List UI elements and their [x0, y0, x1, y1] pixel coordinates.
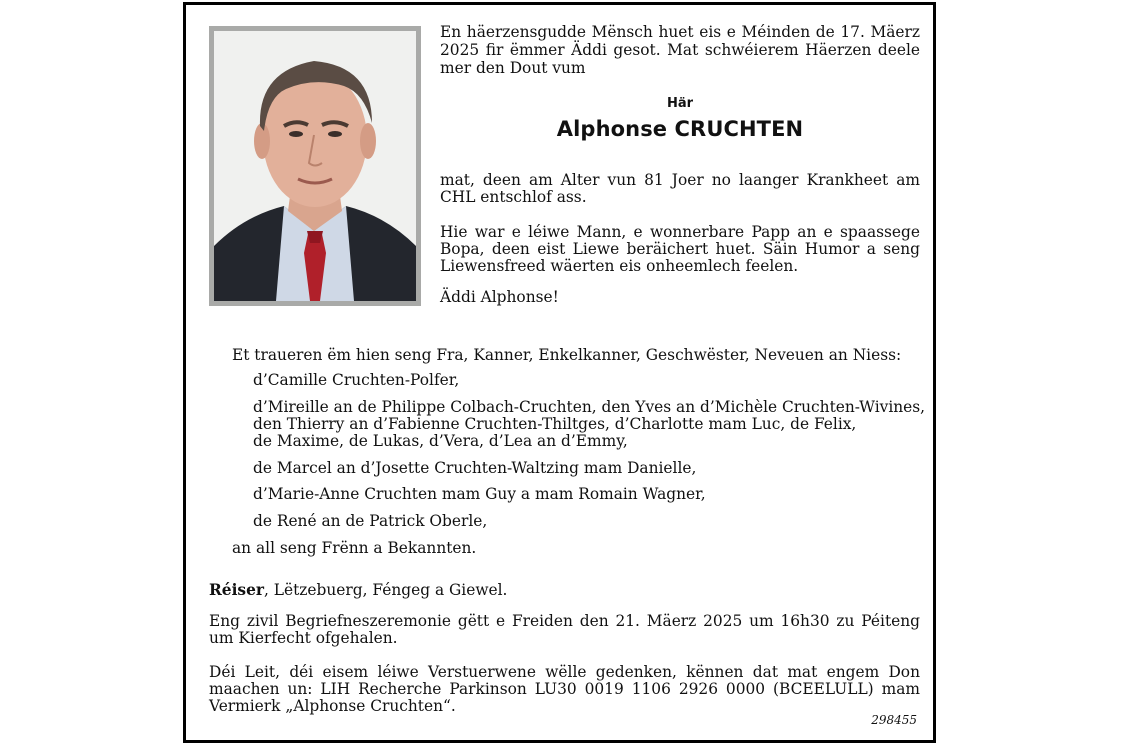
family-intro: Et traueren ëm hien seng Fra, Kanner, Enkelkanner, Geschwëster, Neveuen an Niess:	[232, 346, 902, 364]
residence-line	[209, 581, 507, 599]
family-line: d’Mireille an de Philippe Colbach-Cruchten, den Yves an d’Michèle Cruchten-Wivines,	[253, 398, 926, 416]
obituary-notice	[183, 2, 936, 743]
paragraph-farewell: Äddi Alphonse!	[440, 288, 559, 306]
deceased-name: Alphonse CRUCHTEN	[556, 117, 804, 141]
honorific: Här	[666, 96, 694, 111]
paragraph-tribute: Hie war e léiwe Mann, e wonnerbare Papp an e spaassege Bopa, deen eist Liewe beräichert huet. Säin Humor a seng Liewensfreed wäerten eis onheemlech feelen.	[440, 223, 920, 275]
ceremony-text: Eng zivil Begriefneszeremonie gëtt e Freiden den 21. Mäerz 2025 um 16h30 zu Péiteng um Kierfecht ofgehalen.	[209, 612, 920, 647]
family-line: de René an de Patrick Oberle,	[253, 512, 488, 530]
portrait-frame	[209, 26, 421, 306]
paragraph-age: mat, deen am Alter vun 81 Joer no laanger Krankheet am CHL entschlof ass.	[440, 171, 920, 206]
family-line: d’Marie-Anne Cruchten mam Guy a mam Romain Wagner,	[253, 485, 706, 503]
residence-places: , Lëtzebuerg, Féngeg a Giewel.	[264, 581, 508, 599]
family-line: de Marcel an d’Josette Cruchten-Waltzing mam Danielle,	[253, 459, 697, 477]
intro-text: En häerzensgudde Mënsch huet eis e Méinden de 17. Mäerz 2025 fir ëmmer Äddi gesot. Mat schwéierem Häerzen deele mer den Dout vum	[440, 23, 920, 77]
portrait-photo	[214, 31, 416, 301]
family-outro: an all seng Frënn a Bekannten.	[232, 539, 477, 557]
portrait-image	[214, 31, 416, 301]
reference-number: 298455	[871, 713, 917, 727]
family-line: de Maxime, de Lukas, d’Vera, d’Lea an d’Emmy,	[253, 432, 628, 450]
residence-label: Réiser	[209, 581, 264, 599]
family-line: d’Camille Cruchten-Polfer,	[253, 371, 460, 389]
family-line: den Thierry an d’Fabienne Cruchten-Thiltges, d’Charlotte mam Luc, de Felix,	[253, 415, 857, 433]
donation-text: Déi Leit, déi eisem léiwe Verstuerwene wëlle gedenken, kënnen dat mat engem Don maachen un: LIH Recherche Parkinson LU30 0019 1106 2926 0000 (BCEELULL) mam Vermierk „Alphonse Cruchten“.	[209, 663, 920, 715]
